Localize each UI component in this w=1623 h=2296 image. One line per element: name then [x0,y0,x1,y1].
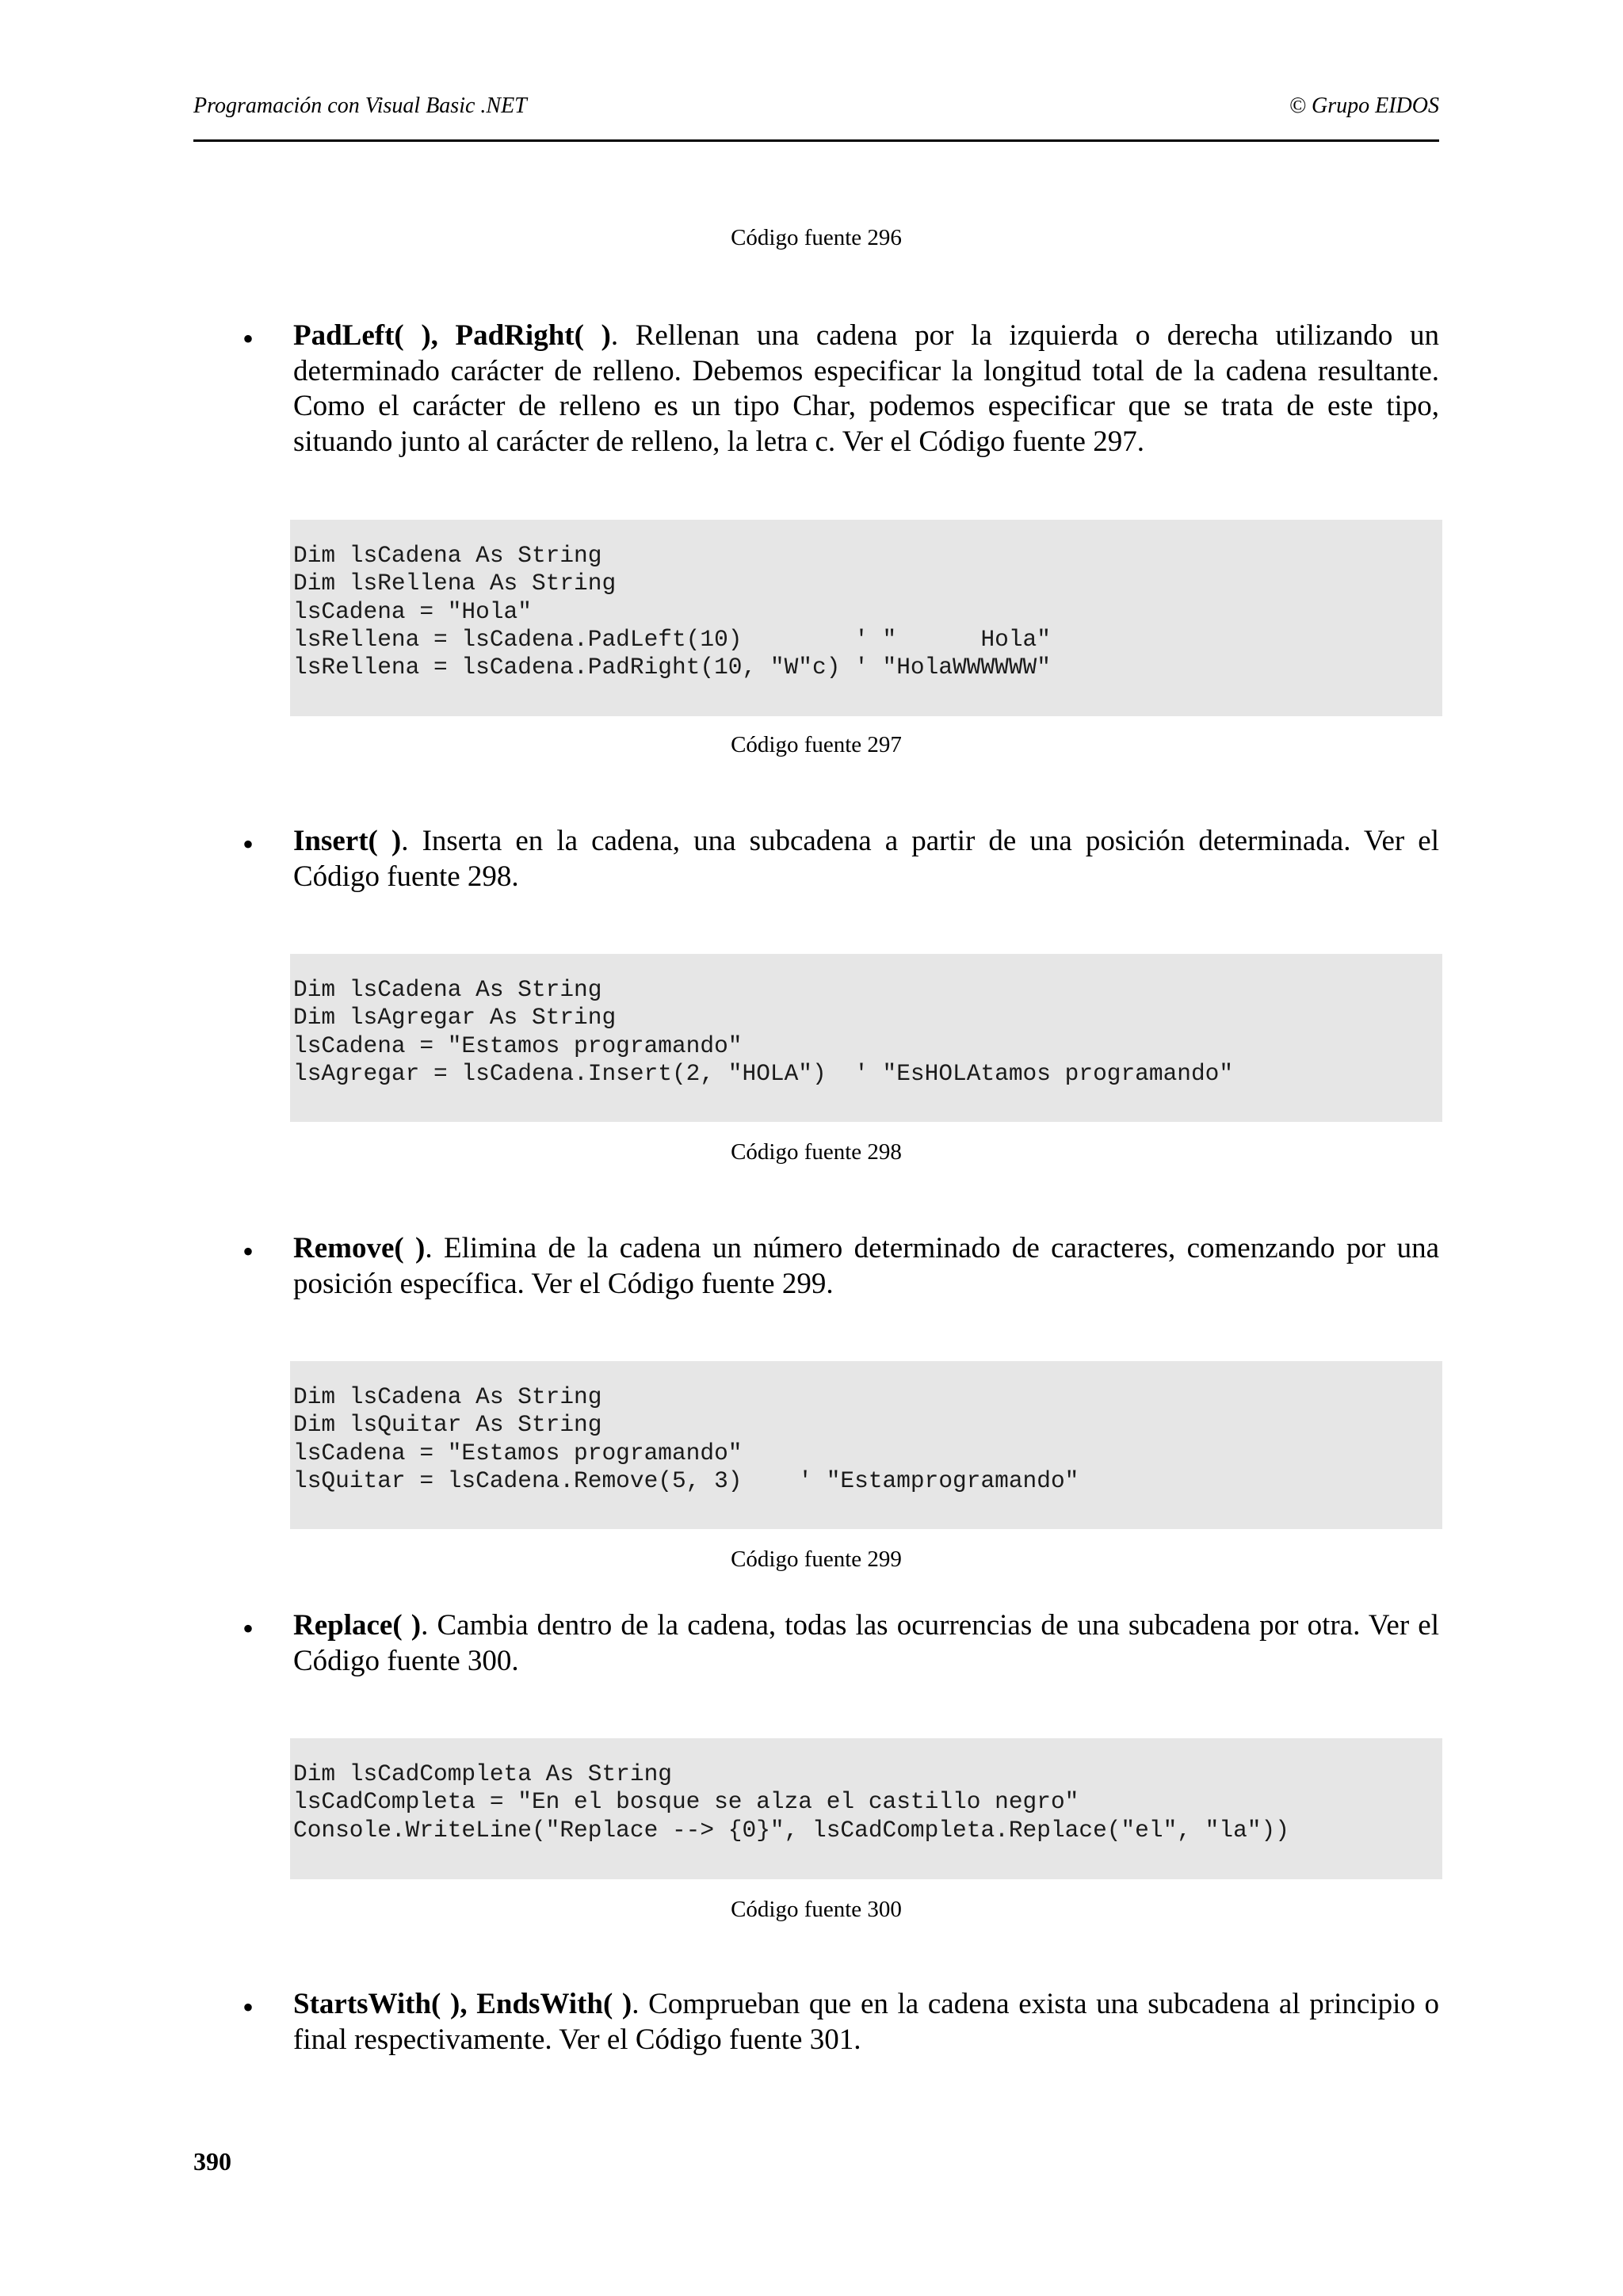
page-header [193,93,1439,142]
caption-code-300: Código fuente 300 [731,1897,902,1922]
paragraph-insert [293,824,1439,894]
code-block-299 [290,1361,1442,1529]
paragraph-replace [293,1608,1439,1679]
bullet-marker: • [242,1989,254,2025]
desc-remove: . Elimina de la cadena un número determinado de caracteres, comenzando por una posición específica. Ver el Código fuente 299. [293,1232,1440,1300]
bullet-marker: • [242,826,254,862]
caption-code-298: Código fuente 298 [731,1139,902,1165]
code-block-298 [290,954,1442,1122]
code-line: lsAgregar = lsCadena.Insert(2, "HOLA") ' "EsHOLAtamos programando" [293,1059,1234,1087]
term-startswith: StartsWith( ), EndsWith( ) [293,1988,632,2020]
desc-replace: . Cambia dentro de la cadena, todas las ocurrencias de una subcadena por otra. Ver el Código fuente 300. [293,1609,1439,1677]
term-replace: Replace( ) [293,1609,422,1642]
code-block-300 [290,1738,1442,1879]
code-line: Dim lsAgregar As String [293,1004,617,1032]
term-padleft: PadLeft( ), PadRight( ) [293,319,611,352]
code-line: Dim lsCadena As String [293,1383,602,1410]
code-line: Dim lsCadena As String [293,542,602,569]
bullet-marker: • [242,321,254,357]
code-line: lsQuitar = lsCadena.Remove(5, 3) ' "Estamprogramando" [293,1466,1079,1494]
term-remove: Remove( ) [293,1232,426,1264]
header-publisher: © Grupo EIDOS [1289,93,1439,118]
desc-startswith: . Comprueban que en la cadena exista una subcadena al principio o final respectivamente. Ver el Código fuente 301. [293,1988,1439,2056]
paragraph-remove [293,1231,1439,1302]
code-line: lsRellena = lsCadena.PadLeft(10) ' " Hola" [293,625,1051,653]
desc-insert: . Inserta en la cadena, una subcadena a partir de una posición determinada. Ver el Código fuente 298. [293,825,1440,893]
bullet-marker: • [242,1611,254,1646]
header-book-title: Programación con Visual Basic .NET [193,93,527,118]
code-line: Dim lsRellena As String [293,570,617,597]
code-line: Console.WriteLine("Replace --> {0}", lsCadCompleta.Replace("el", "la")) [293,1816,1289,1844]
code-line: lsCadena = "Hola" [293,597,532,625]
bullet-marker: • [242,1234,254,1269]
code-line: lsCadCompleta = "En el bosque se alza el castillo negro" [293,1788,1079,1816]
code-line: lsCadena = "Estamos programando" [293,1439,743,1466]
code-line: lsCadena = "Estamos programando" [293,1032,743,1059]
caption-code-296: Código fuente 296 [731,225,902,250]
paragraph-padleft [293,318,1439,460]
code-line: Dim lsCadena As String [293,976,602,1003]
caption-code-299: Código fuente 299 [731,1547,902,1572]
term-insert: Insert( ) [293,825,402,857]
code-line: Dim lsCadCompleta As String [293,1760,672,1787]
code-line: lsRellena = lsCadena.PadRight(10, "W"c) ' "HolaWWWWWW" [293,654,1051,681]
code-line: Dim lsQuitar As String [293,1411,602,1439]
code-block-297 [290,520,1442,716]
paragraph-startswith [293,1987,1439,2058]
caption-code-297: Código fuente 297 [731,732,902,757]
page-number: 390 [193,2147,231,2176]
desc-padleft: . Rellenan una cadena por la izquierda o derecha utilizando un determinado carácter de relleno. Debemos especificar la longitud total de la cadena resultante. Como el carácter de relleno es un tipo Char, podemos especificar que se trata de este tipo, situando junto al carácter de relleno, la letra c. Ver el Código fuente 297. [293,319,1439,458]
